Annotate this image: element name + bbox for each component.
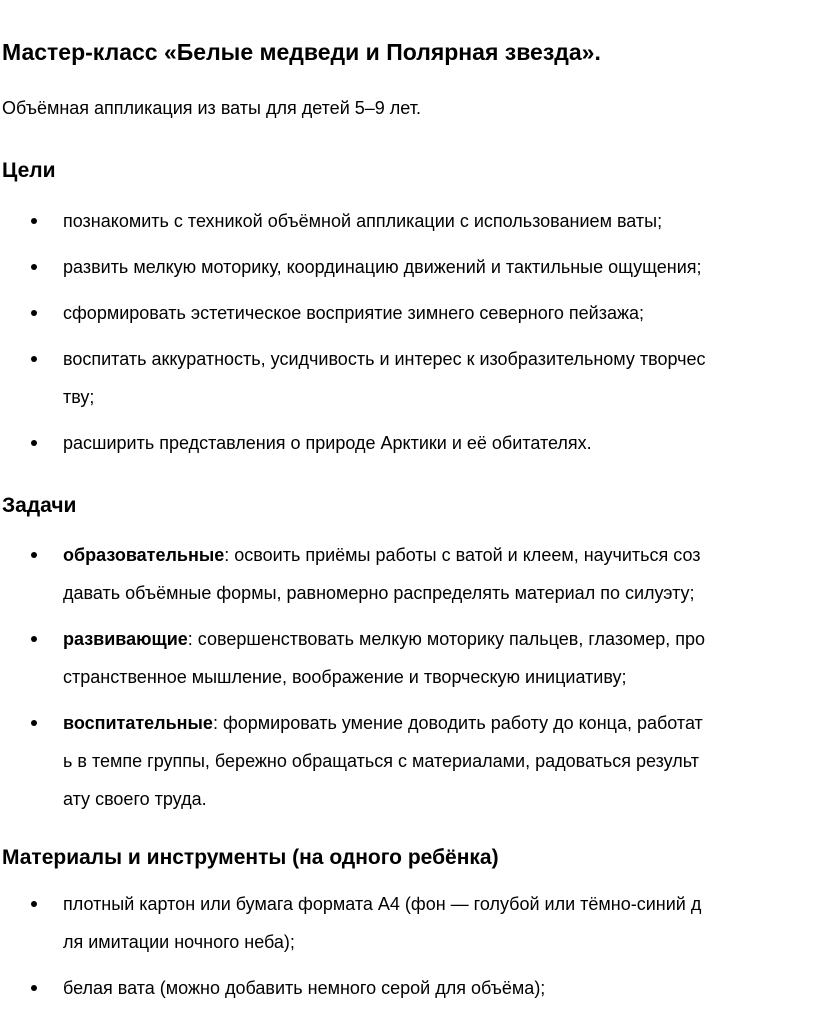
task-term: образовательные <box>63 545 225 565</box>
document-title: Мастер-класс «Белые медведи и Полярная звезда». <box>2 39 601 65</box>
bullet-dot-icon <box>31 985 37 991</box>
task-description: : совершенствовать мелкую моторику пальцев, глазомер, про <box>187 629 706 649</box>
list-item-text: тву; <box>63 387 95 407</box>
goals-list <box>0 202 816 462</box>
list-item-text <box>63 536 816 574</box>
bullet-dot-icon <box>31 720 37 726</box>
list-item-text: воспитать аккуратность, усидчивость и интерес к изобразительному творчес <box>63 349 706 369</box>
bullet-dot-icon <box>31 264 37 270</box>
list-item-text <box>63 704 816 742</box>
list-item-text: белая вата (можно добавить немного серой для объёма); <box>63 978 546 998</box>
bullet-dot-icon <box>31 310 37 316</box>
goals-item <box>0 248 816 286</box>
bullet-dot-icon <box>31 218 37 224</box>
goals-heading: Цели <box>2 159 56 182</box>
document-subtitle: Объёмная аппликация из ваты для детей 5–9 лет. <box>2 98 421 118</box>
goals-item <box>0 294 816 332</box>
list-item-text: странственное мышление, воображение и творческую инициативу; <box>63 667 627 687</box>
list-item-text: плотный картон или бумага формата А4 (фон — голубой или тёмно-синий д <box>63 894 702 914</box>
goals-item <box>0 340 816 416</box>
goals-item <box>0 424 816 462</box>
task-term: воспитательные <box>63 713 213 733</box>
list-item-text: развить мелкую моторику, координацию движений и тактильные ощущения; <box>63 257 702 277</box>
tasks-heading: Задачи <box>2 494 77 517</box>
list-item-text: давать объёмные формы, равномерно распределять материал по силуэту; <box>63 583 695 603</box>
bullet-dot-icon <box>31 636 37 642</box>
bullet-dot-icon <box>31 552 37 558</box>
list-item-text: сформировать эстетическое восприятие зимнего северного пейзажа; <box>63 303 645 323</box>
task-description: : формировать умение доводить работу до конца, работат <box>212 713 703 733</box>
bullet-dot-icon <box>31 901 37 907</box>
list-item-text: познакомить с техникой объёмной аппликации с использованием ваты; <box>63 211 663 231</box>
materials-heading: Материалы и инструменты (на одного ребёнка) <box>2 846 499 869</box>
task-description: : освоить приёмы работы с ватой и клеем, научиться соз <box>224 545 701 565</box>
materials-item <box>0 885 816 961</box>
bullet-dot-icon <box>31 356 37 362</box>
task-term: развивающие <box>63 629 188 649</box>
list-item-text: ату своего труда. <box>63 789 207 809</box>
tasks-item <box>0 620 816 696</box>
materials-list <box>0 885 816 1007</box>
goals-item <box>0 202 816 240</box>
bullet-dot-icon <box>31 440 37 446</box>
list-item-text: ля имитации ночного неба); <box>63 932 295 952</box>
tasks-list <box>0 536 816 818</box>
list-item-text: ь в темпе группы, бережно обращаться с материалами, радоваться результ <box>63 751 699 771</box>
tasks-item <box>0 536 816 612</box>
tasks-item <box>0 704 816 818</box>
materials-item <box>0 969 816 1007</box>
list-item-text <box>63 620 816 658</box>
list-item-text: расширить представления о природе Арктики и её обитателях. <box>63 433 592 453</box>
